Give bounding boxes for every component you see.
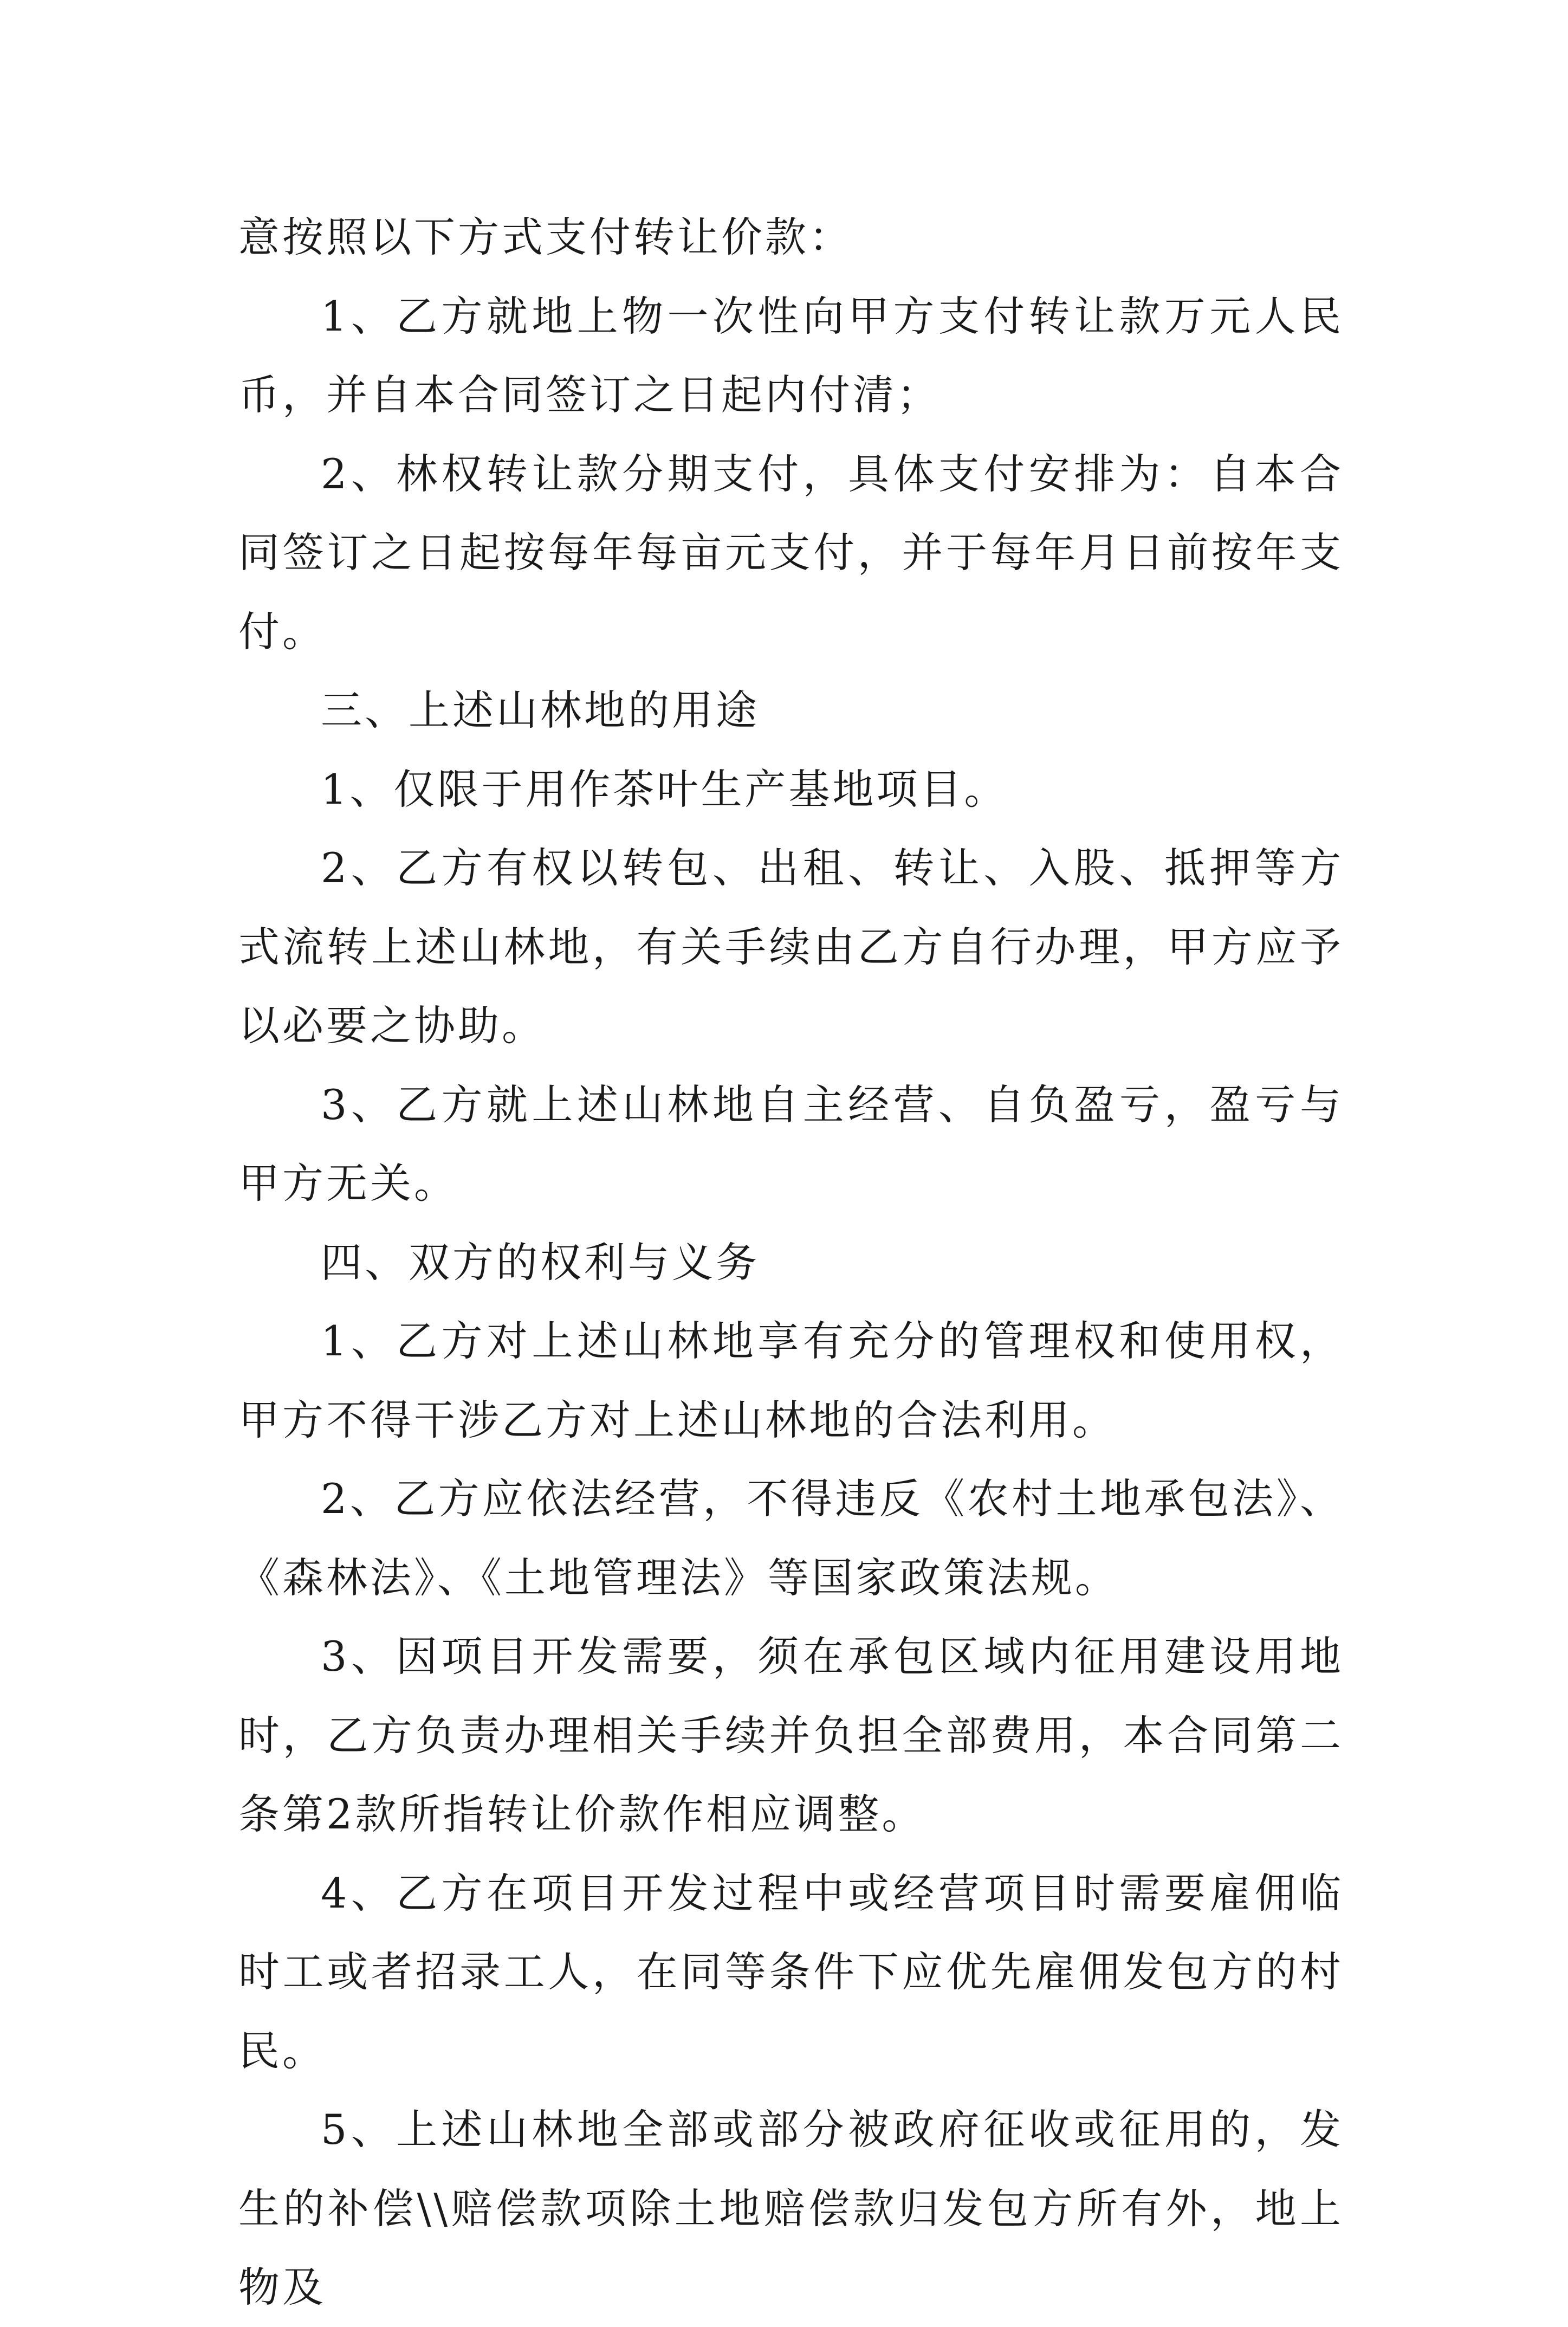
paragraph-payment-1: 1、乙方就地上物一次性向甲方支付转让款万元人民币，并自本合同签订之日起内付清； (238, 292, 1344, 419)
paragraph-rights-2: 2、乙方应依法经营，不得违反《农村土地承包法》、《森林法》、《土地管理法》等国家政策法规。 (238, 1475, 1344, 1602)
paragraph-payment-intro: 意按照以下方式支付转让价款： (238, 213, 853, 261)
paragraph-payment-2: 2、林权转让款分期支付，具体支付安排为：自本合同签订之日起按每年每亩元支付，并于每年月日前按年支付。 (238, 449, 1344, 656)
paragraph-usage-1: 1、仅限于用作茶叶生产基地项目。 (321, 765, 1008, 813)
contract-body (238, 198, 1344, 2327)
paragraph-rights-3: 3、因项目开发需要，须在承包区域内征用建设用地时，乙方负责办理相关手续并负担全部费用，本合同第二条第2款所指转让价款作相应调整。 (238, 1632, 1344, 1838)
paragraph-rights-4: 4、乙方在项目开发过程中或经营项目时需要雇佣临时工或者招录工人，在同等条件下应优先雇佣发包方的村民。 (238, 1869, 1344, 2075)
section-heading-usage: 三、上述山林地的用途 (321, 686, 760, 734)
section-heading-rights: 四、双方的权利与义务 (321, 1238, 760, 1287)
paragraph-rights-5: 5、上述山林地全部或部分被政府征收或征用的，发生的补偿\\赔偿款项除土地赔偿款归发包方所有外，地上物及 (238, 2105, 1344, 2311)
paragraph-usage-2: 2、乙方有权以转包、出租、转让、入股、抵押等方式流转上述山林地，有关手续由乙方自行办理，甲方应予以必要之协助。 (238, 844, 1344, 1050)
paragraph-usage-3: 3、乙方就上述山林地自主经营、自负盈亏，盈亏与甲方无关。 (238, 1080, 1344, 1207)
paragraph-rights-1: 1、乙方对上述山林地享有充分的管理权和使用权，甲方不得干涉乙方对上述山林地的合法利用。 (238, 1317, 1344, 1444)
